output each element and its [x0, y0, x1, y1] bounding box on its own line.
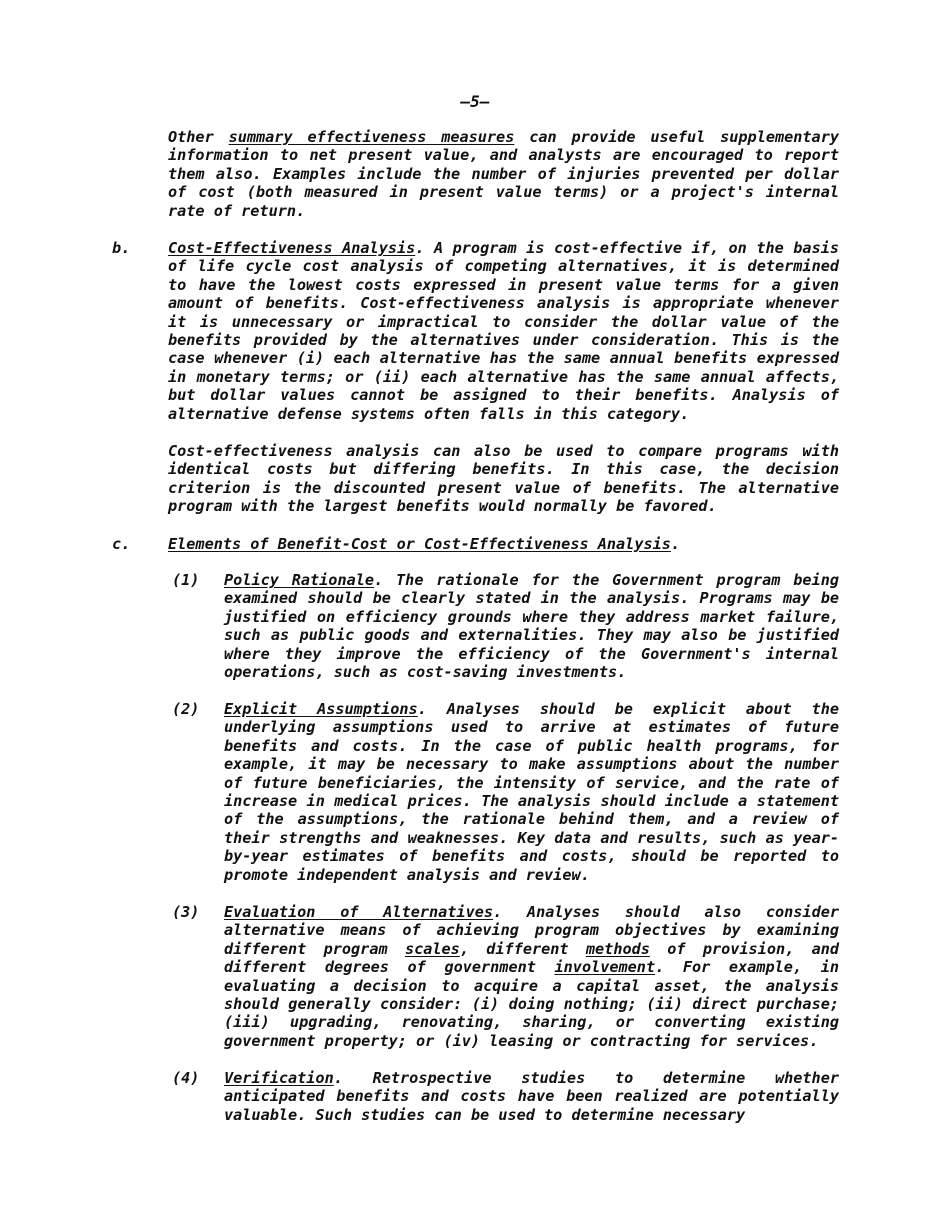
item-3-paragraph [224, 903, 839, 1050]
item-2-paragraph [224, 700, 839, 884]
page-number: –5– [460, 92, 490, 111]
item-2-heading: Explicit Assumptions [224, 700, 418, 718]
item-3-text-d: . For example, in evaluating a decision to acquire a capital asset, the analysis should generally consider: (i) doing nothing; (ii) direct purchase; (iii) upgrading, renovating, sharing, or converting existing government property; or (iv) leasing or contracting for services. [224, 958, 839, 1050]
intro-term: summary effectiveness measures [228, 128, 515, 146]
section-c-heading-line [168, 535, 839, 553]
intro-rest: can provide useful supplementary information to net present value, and analysts are encouraged to report them also. Examples include the number of injuries prevented per dollar of cost (both measured in present value terms) or a project's internal rate of return. [168, 128, 839, 220]
item-3-text-a: . Analyses should also consider alternative means of achieving program objectives by examining different program [224, 903, 839, 958]
section-b-text: . A program is cost-effective if, on the basis of life cycle cost analysis of competing alternatives, it is determined to have the lowest costs expressed in present value terms for a given amount of benefits. Cost-effectiveness analysis is appropriate whenever it is unnecessary or impractical to consider the dollar value of the benefits provided by the alternatives under consideration. This is the case whenever (i) each alternative has the same annual benefits expressed in monetary terms; or (ii) each alternative has the same annual affects, but dollar values cannot be assigned to their benefits. Analysis of alternative defense systems often falls in this category. [168, 239, 840, 423]
intro-lead: Other [168, 128, 229, 146]
item-1-paragraph [224, 571, 839, 681]
intro-paragraph [168, 128, 839, 220]
section-b-paragraph-2: Cost-effectiveness analysis can also be used to compare programs with identical costs but differing benefits. In this case, the decision criterion is the discounted present value of benefits. The alternative program with the largest benefits would normally be favored. [168, 442, 839, 516]
item-2-text: . Analyses should be explicit about the underlying assumptions used to arrive at estimates of future benefits and costs. In the case of public health programs, for example, it may be necessary to make assumptions about the number of future beneficiaries, the intensity of service, and the rate of increase in medical prices. The analysis should include a statement of the assumptions, the rationale behind them, and a review of their strengths and weaknesses. Key data and results, such as year-by-year estimates of benefits and costs, should be reported to promote independent analysis and review. [224, 700, 840, 884]
item-3-term-scales: scales [404, 939, 460, 958]
section-c-heading: Elements of Benefit-Cost or Cost-Effectiveness Analysis [168, 535, 671, 553]
item-4-text: . Retrospective studies to determine whether anticipated benefits and costs have been realized are potentially valuable. Such studies can be used to determine necessary [224, 1069, 839, 1124]
item-3-term-methods: methods [585, 939, 650, 958]
section-b-label: b. [112, 239, 131, 257]
section-c-heading-end: . [670, 535, 681, 553]
item-3-text-b: , different [459, 939, 586, 958]
section-b-paragraph [168, 239, 839, 423]
item-3-heading: Evaluation of Alternatives [224, 903, 494, 921]
item-3-text-c: of provision, and different degrees of government [224, 939, 840, 977]
item-2-label: (2) [172, 700, 200, 718]
item-1-label: (1) [172, 571, 200, 589]
item-4-label: (4) [172, 1069, 200, 1087]
item-1-heading: Policy Rationale [224, 571, 375, 589]
section-c-label: c. [112, 535, 131, 553]
item-3-term-involvement: involvement [554, 958, 656, 977]
item-4-paragraph [224, 1069, 839, 1124]
item-3-label: (3) [172, 903, 200, 921]
item-4-heading: Verification [224, 1069, 334, 1087]
item-1-text: . The rationale for the Government program being examined should be clearly stated in the analysis. Programs may be justified on efficiency grounds where they address market failure, such as public goods and externalities. They may also be justified where they improve the efficiency of the Government's internal operations, such as cost-saving investments. [224, 571, 839, 682]
section-b-heading: Cost-Effectiveness Analysis [168, 239, 416, 257]
